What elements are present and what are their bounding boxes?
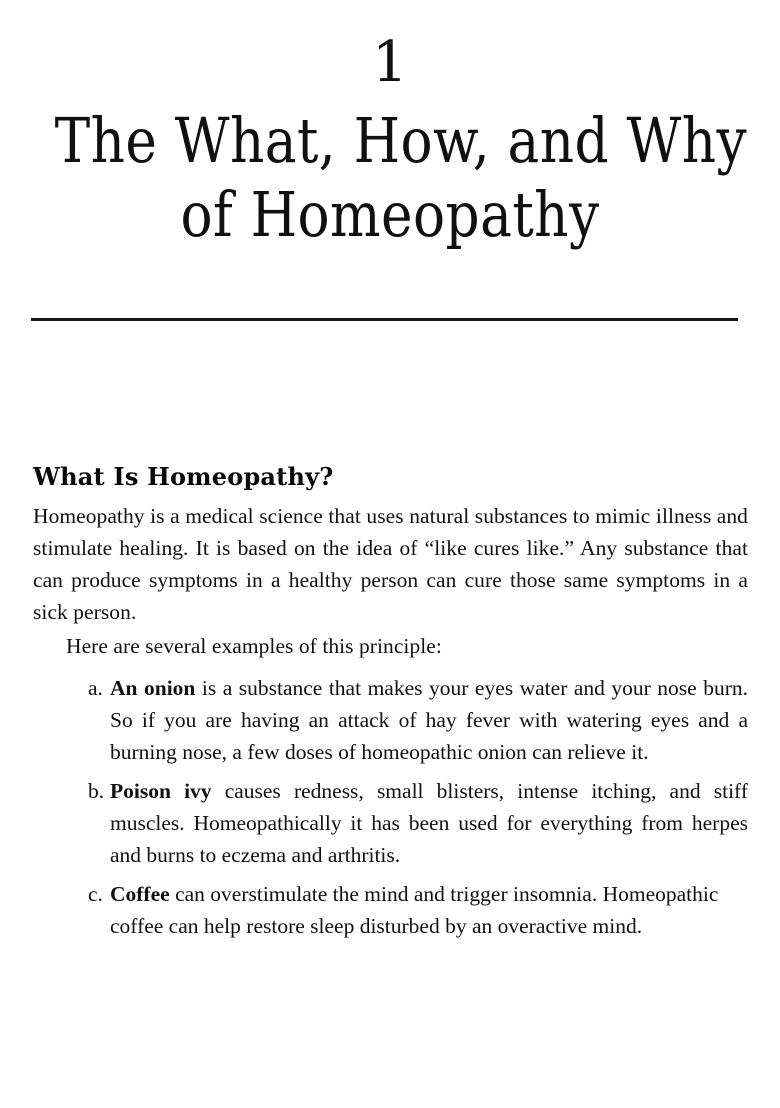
list-item-text: is a substance that makes your eyes water and your nose burn. So if you are having an attack of hay fever with watering eyes and a burning nose, a few doses of homeopathic onion can relieve it. [110,676,748,764]
chapter-opener [0,0,780,252]
chapter-title-line-1: The What, How, and Why [54,104,748,177]
list-item [33,878,748,942]
chapter-title-line-2: of Homeopathy [180,178,600,251]
section-heading: What Is Homeopathy? [33,462,334,491]
list-item-marker: c. [88,882,103,906]
list-item-lead-in: An onion [110,676,196,700]
list-item-text: causes redness, small blisters, intense itching, and stiff muscles. Homeopathically it has been used for everything from herpes and burns to eczema and arthritis. [110,779,748,867]
list-item-text: can overstimulate the mind and trigger insomnia. Homeopathic coffee can help restore sleep disturbed by an overactive mind. [110,882,719,938]
list-item-marker: a. [88,676,103,700]
intro-paragraph: Homeopathy is a medical science that uses natural substances to mimic illness and stimulate healing. It is based on the idea of “like cures like.” Any substance that can produce symptoms in a healthy person can cure those same symptoms in a sick person. [33,504,748,624]
list-item-marker: b. [88,779,105,803]
chapter-body [33,462,748,949]
list-item-lead-in: Coffee [110,882,170,906]
list-item-lead-in: Poison ivy [110,779,212,803]
list-item [33,775,748,871]
chapter-title [54,104,748,252]
examples-list [33,672,748,942]
list-item [33,672,748,768]
chapter-number: 1 [372,30,408,95]
examples-lead-paragraph: Here are several examples of this principle: [66,634,442,658]
title-divider-rule [31,318,738,321]
